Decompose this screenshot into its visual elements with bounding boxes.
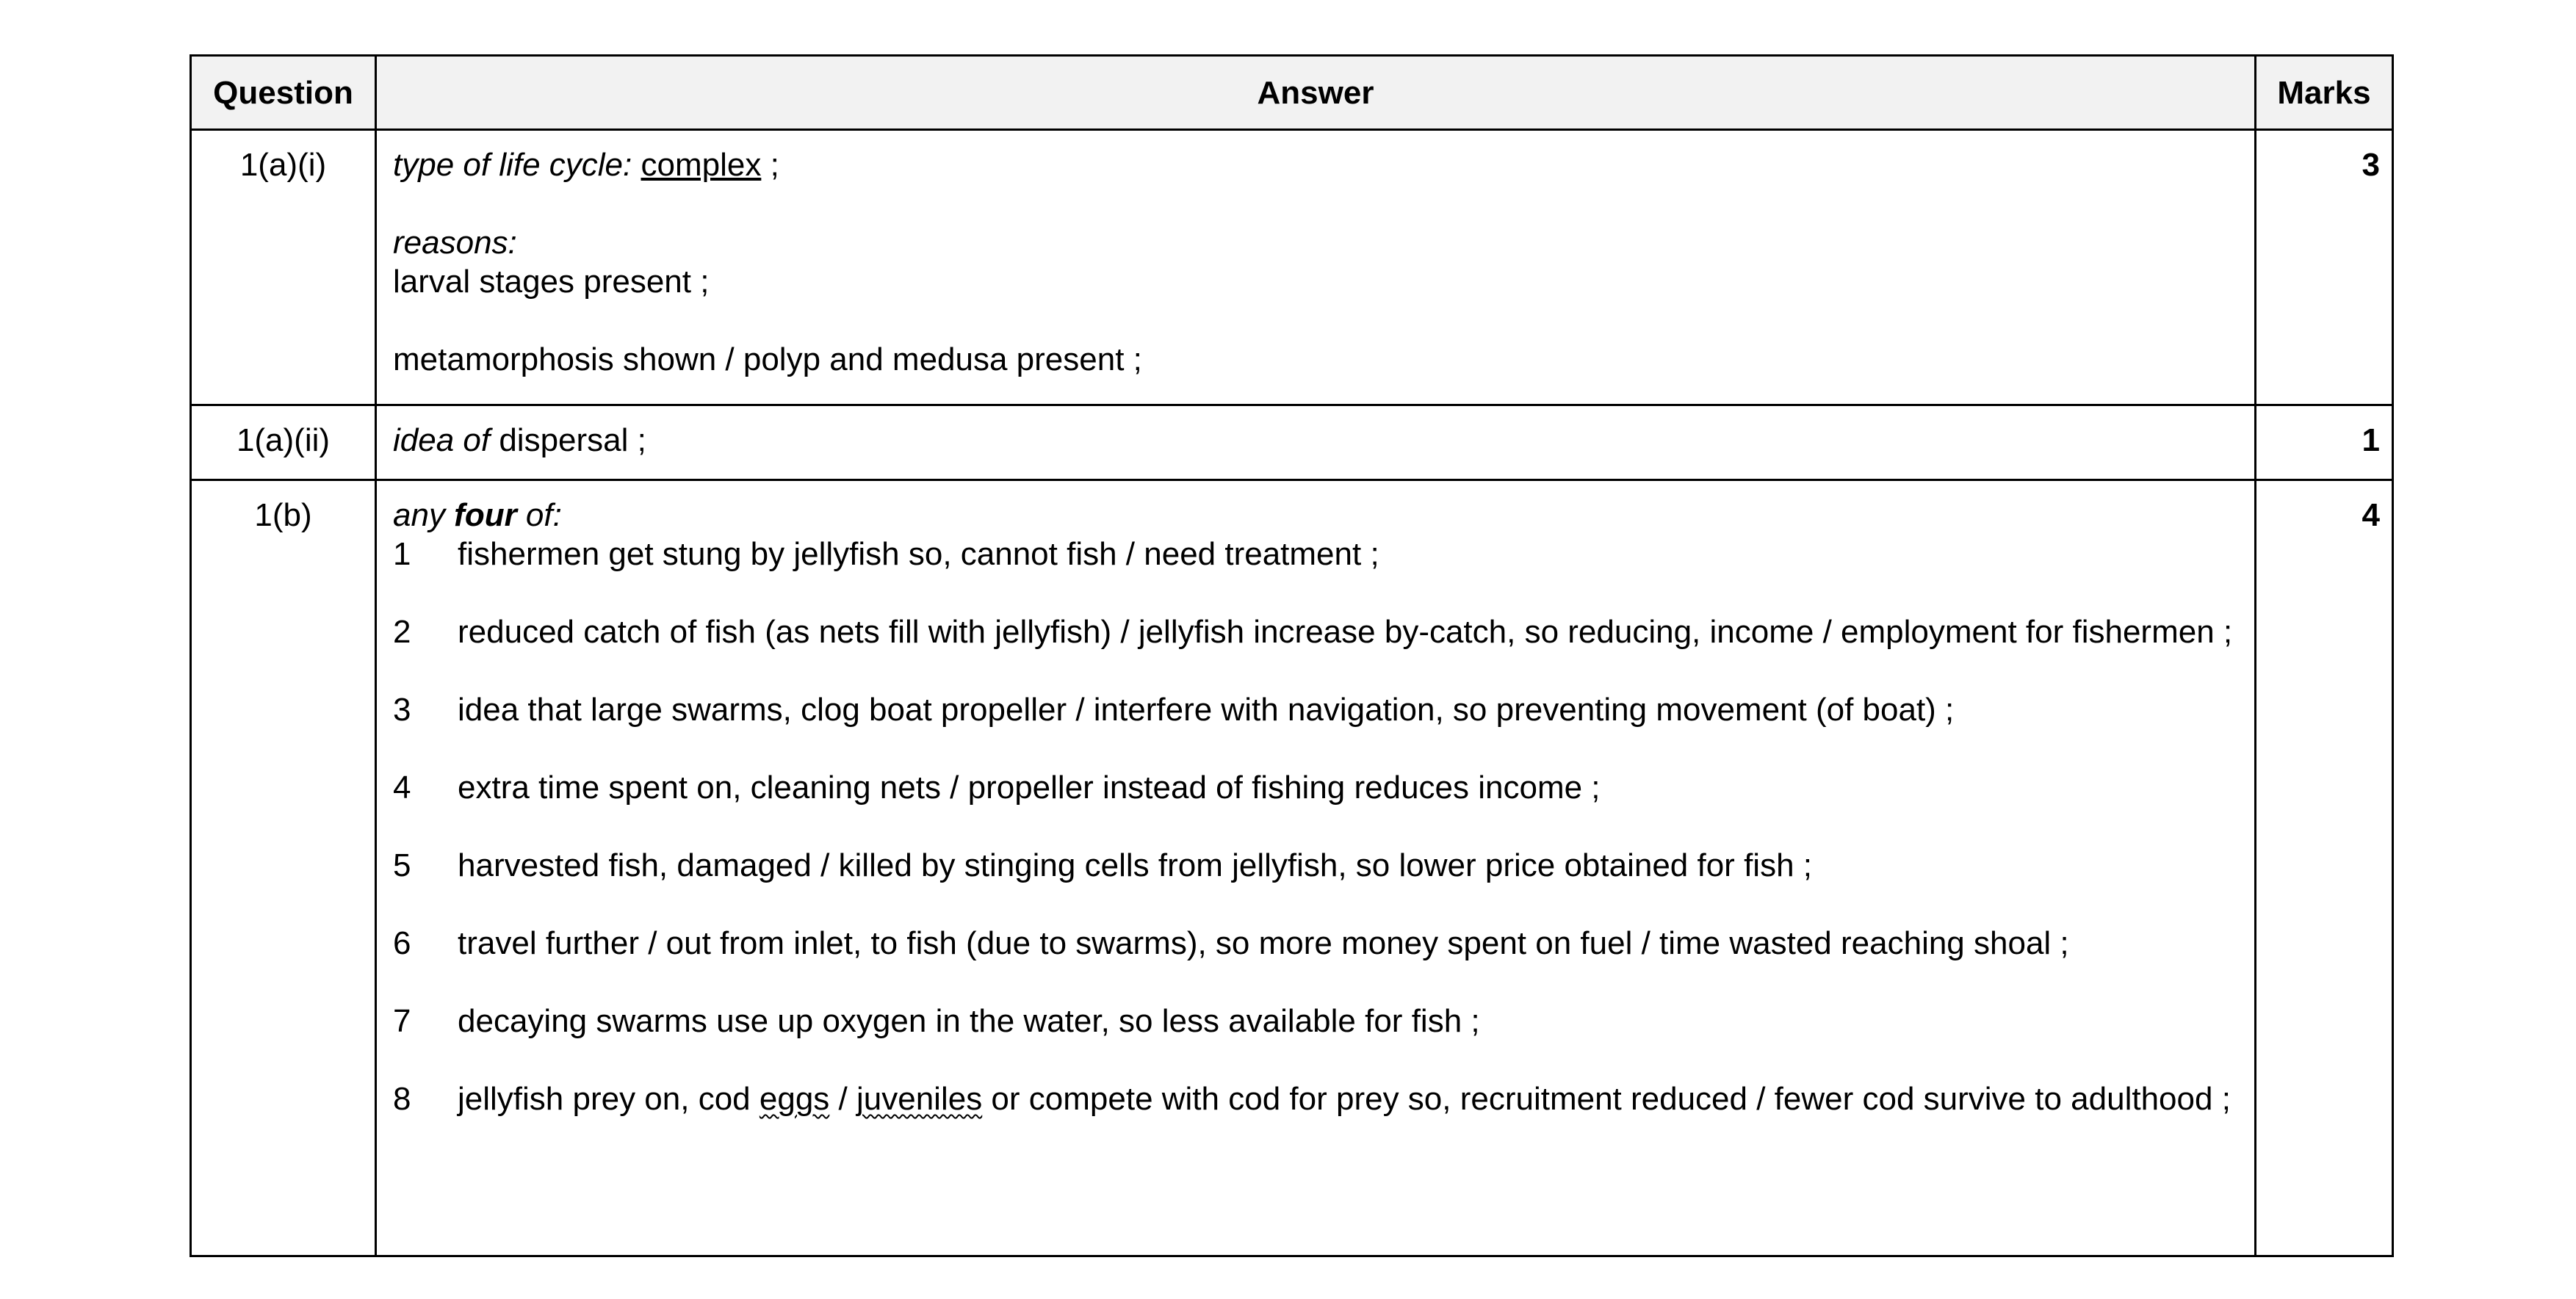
answer-cell: [376, 480, 2256, 1256]
point-8-post: or compete with cod for prey so, recruitment reduced / fewer cod survive to adulthood ;: [982, 1081, 2231, 1117]
question-cell: 1(a)(i): [191, 130, 376, 405]
reason-2: metamorphosis shown / polyp and medusa present ;: [393, 341, 1142, 377]
header-answer: Answer: [376, 56, 2256, 130]
point-text: harvested fish, damaged / killed by stinging cells from jellyfish, so lower price obtained for fish ;: [458, 847, 1812, 883]
list-item: [393, 1079, 2240, 1118]
list-item: [393, 846, 2240, 885]
table-row-1b: [191, 480, 2393, 1256]
marks-cell: 4: [2256, 480, 2393, 1256]
header-question: Question: [191, 56, 376, 130]
header-marks: Marks: [2256, 56, 2393, 130]
type-label: type of life cycle:: [393, 147, 632, 183]
intro-of: of:: [516, 497, 562, 533]
point-number: 3: [393, 692, 411, 728]
point-text: extra time spent on, cleaning nets / propeller instead of fishing reduces income ;: [458, 770, 1601, 806]
header-row: [191, 56, 2393, 130]
idea-label: idea of: [393, 422, 491, 458]
life-cycle-line: [393, 145, 2240, 184]
intro-any: any: [393, 497, 455, 533]
point-number: 8: [393, 1081, 411, 1117]
question-cell: 1(b): [191, 480, 376, 1256]
point-text: decaying swarms use up oxygen in the water, so less available for fish ;: [458, 1003, 1480, 1039]
point-text: fishermen get stung by jellyfish so, cannot fish / need treatment ;: [458, 536, 1379, 572]
point-text: idea that large swarms, clog boat propeller / interfere with navigation, so preventing movement (of boat) ;: [458, 692, 1955, 728]
answer-cell: [376, 130, 2256, 405]
table-row-1aii: [191, 405, 2393, 480]
list-item: [393, 535, 2240, 573]
idea-text: dispersal ;: [490, 422, 646, 458]
intro-line: [393, 496, 2240, 535]
point-number: 6: [393, 925, 411, 961]
word-juveniles: juveniles: [856, 1081, 983, 1117]
point-number: 1: [393, 536, 411, 572]
type-end: ;: [761, 147, 779, 183]
point-text: travel further / out from inlet, to fish (due to swarms), so more money spent on fuel / time wasted reaching shoal ;: [458, 925, 2069, 961]
list-item: [393, 612, 2240, 651]
point-number: 2: [393, 614, 411, 650]
point-number: 5: [393, 847, 411, 883]
list-item: [393, 690, 2240, 729]
reasons-label: reasons:: [393, 225, 517, 261]
point-8-pre: jellyfish prey on, cod: [458, 1081, 760, 1117]
table-row-1ai: [191, 130, 2393, 405]
spacer: [393, 184, 2240, 223]
marks-cell: 3: [2256, 130, 2393, 405]
marks-cell: 1: [2256, 405, 2393, 480]
answer-cell: [376, 405, 2256, 480]
point-text: [458, 1079, 2240, 1118]
point-number: 4: [393, 770, 411, 806]
list-item: [393, 768, 2240, 807]
spacer: [393, 301, 2240, 340]
reason-1: larval stages present ;: [393, 264, 710, 300]
point-text: reduced catch of fish (as nets fill with jellyfish) / jellyfish increase by-catch, so reducing, income / employment for fishermen ;: [458, 614, 2233, 650]
list-item: [393, 924, 2240, 963]
intro-four: four: [454, 497, 517, 533]
type-value: complex: [641, 147, 762, 183]
mark-scheme-table: [190, 54, 2394, 1257]
word-eggs: eggs: [759, 1081, 830, 1117]
question-cell: 1(a)(ii): [191, 405, 376, 480]
point-8-slash: /: [829, 1081, 856, 1117]
marking-points-list: [393, 535, 2240, 1118]
point-number: 7: [393, 1003, 411, 1039]
list-item: [393, 1002, 2240, 1041]
